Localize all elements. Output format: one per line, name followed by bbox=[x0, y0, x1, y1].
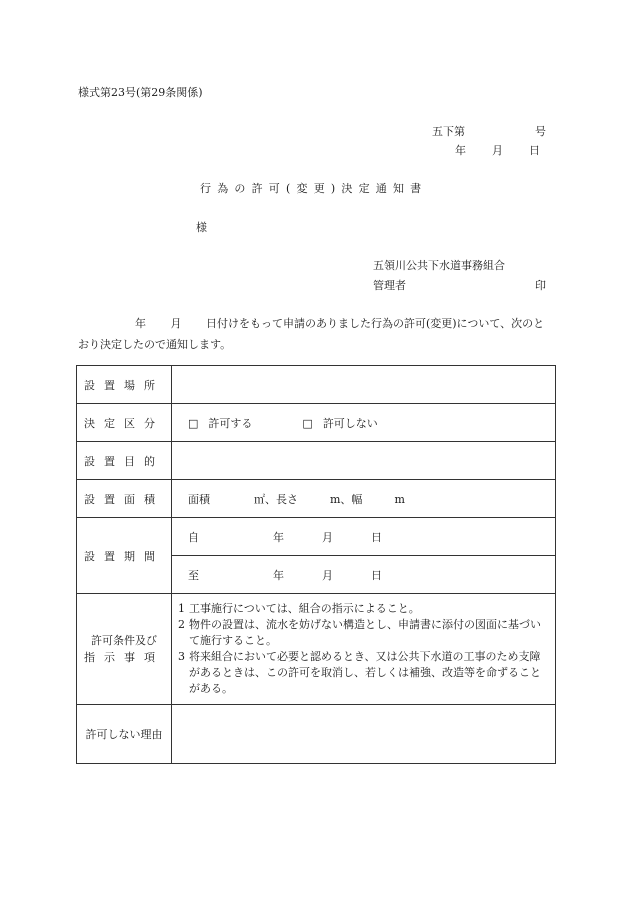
conditions-label-line2: 指示事項 bbox=[84, 651, 164, 664]
length-unit: m、幅 bbox=[330, 492, 363, 506]
condition-number: 3 bbox=[178, 650, 185, 663]
number-suffix: 号 bbox=[535, 125, 546, 138]
permit-checkbox[interactable] bbox=[188, 417, 252, 430]
area-label: 設置面積 bbox=[77, 480, 172, 518]
conditions-label-line1: 許可条件及び bbox=[91, 634, 157, 647]
condition-number: 2 bbox=[178, 618, 185, 631]
purpose-label: 設置目的 bbox=[77, 442, 172, 480]
table-row bbox=[77, 480, 556, 518]
permit-option-label: 許可する bbox=[208, 416, 253, 430]
reason-label: 許可しない理由 bbox=[77, 705, 172, 764]
location-label: 設置場所 bbox=[77, 366, 172, 404]
form-reference: 様式第23号(第29条関係) bbox=[78, 86, 203, 99]
document-title: 行為の許可(変更)決定通知書 bbox=[200, 182, 428, 195]
intro-text: 日付けをもって申請のありました行為の許可(変更)について、次のとおり決定したので通知します。 bbox=[78, 317, 545, 351]
table-row bbox=[77, 594, 556, 705]
number-prefix: 五下第 bbox=[432, 125, 465, 138]
application-table bbox=[76, 365, 556, 764]
from-year: 年 bbox=[273, 530, 284, 544]
period-label: 設置期間 bbox=[77, 518, 172, 594]
table-row bbox=[77, 366, 556, 404]
intro-year: 年 bbox=[135, 317, 146, 330]
seal-mark: 印 bbox=[535, 279, 546, 292]
width-unit: m bbox=[394, 492, 405, 506]
period-from-field[interactable] bbox=[172, 518, 556, 556]
addressee: 様 bbox=[196, 221, 207, 234]
reason-field[interactable] bbox=[172, 705, 556, 764]
location-field[interactable] bbox=[172, 366, 556, 404]
from-month: 月 bbox=[322, 530, 333, 544]
table-row bbox=[77, 518, 556, 556]
to-day: 日 bbox=[371, 568, 382, 582]
condition-number: 1 bbox=[178, 602, 185, 615]
to-month: 月 bbox=[322, 568, 333, 582]
to-label: 至 bbox=[188, 568, 199, 582]
decision-label: 決定区分 bbox=[77, 404, 172, 442]
deny-checkbox[interactable] bbox=[302, 417, 377, 430]
period-to-field[interactable] bbox=[172, 556, 556, 594]
decision-field bbox=[172, 404, 556, 442]
document-number bbox=[432, 123, 546, 139]
table-row bbox=[77, 442, 556, 480]
date-month: 月 bbox=[492, 144, 503, 157]
conditions-list bbox=[172, 594, 555, 704]
conditions-label bbox=[77, 594, 172, 705]
deny-option-label: 許可しない bbox=[322, 416, 378, 430]
date-day: 日 bbox=[529, 144, 540, 157]
issue-date bbox=[455, 142, 540, 158]
manager-title: 管理者 bbox=[373, 279, 406, 292]
from-day: 日 bbox=[371, 530, 382, 544]
condition-text: 将来組合において必要と認めるとき、又は公共下水道の工事のため支障があるときは、この許可を取消し、若しくは補強、改造等を命ずることがある。 bbox=[189, 650, 541, 695]
checkbox-icon: □ bbox=[188, 416, 199, 430]
to-year: 年 bbox=[273, 568, 284, 582]
conditions-field bbox=[172, 594, 556, 705]
issuer-organization: 五領川公共下水道事務組合 bbox=[373, 259, 505, 272]
intro-paragraph bbox=[78, 313, 553, 355]
from-label: 自 bbox=[188, 530, 199, 544]
condition-text: 工事施行については、組合の指示によること。 bbox=[189, 602, 420, 615]
issuer-manager bbox=[373, 277, 546, 293]
area-unit: ㎡、長さ bbox=[254, 492, 298, 506]
checkbox-icon: □ bbox=[302, 416, 313, 430]
condition-item bbox=[178, 601, 551, 617]
date-year: 年 bbox=[455, 144, 466, 157]
table-row bbox=[77, 404, 556, 442]
area-text: 面積 bbox=[188, 492, 210, 506]
area-field[interactable] bbox=[172, 480, 556, 518]
condition-item bbox=[178, 649, 551, 697]
purpose-field[interactable] bbox=[172, 442, 556, 480]
condition-item bbox=[178, 617, 551, 649]
intro-month: 月 bbox=[170, 317, 182, 330]
table-row bbox=[77, 705, 556, 764]
condition-text: 物件の設置は、流水を妨げない構造とし、申請書に添付の図面に基づいて施行すること。 bbox=[189, 618, 541, 647]
